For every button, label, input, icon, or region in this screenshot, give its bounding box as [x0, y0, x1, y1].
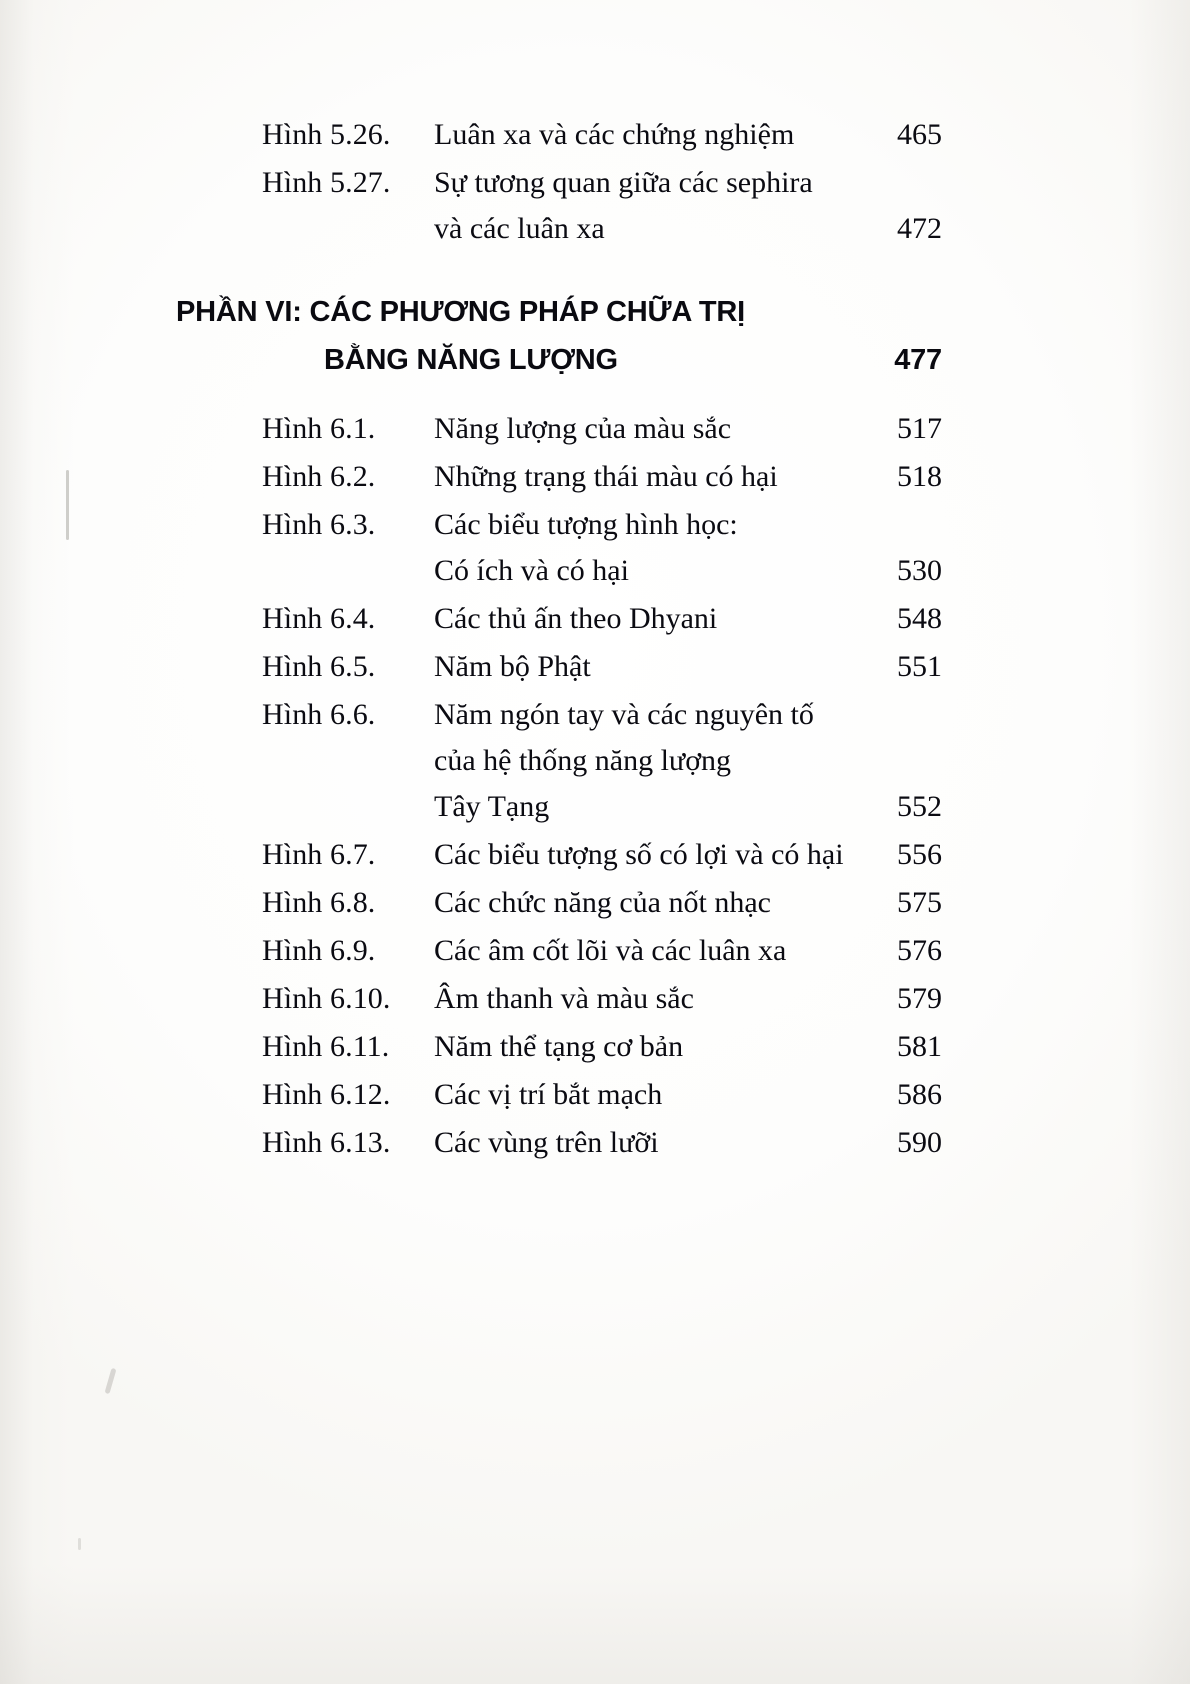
figure-entry	[262, 1120, 942, 1166]
figure-title	[434, 1024, 850, 1070]
figure-label: Hình 6.3.	[262, 508, 376, 541]
figure-title	[434, 880, 850, 926]
figure-title-line: và các luân xa	[434, 212, 605, 245]
figure-entry	[262, 1024, 942, 1070]
part-heading-text: BẰNG NĂNG LƯỢNG	[324, 344, 618, 376]
figure-label: Hình 6.7.	[262, 838, 376, 871]
list-of-figures	[176, 112, 942, 1168]
part-heading-page-number: 477	[894, 344, 942, 376]
figure-page-number: 517	[897, 412, 942, 445]
figure-entry	[262, 880, 942, 926]
figure-page-number: 586	[897, 1078, 942, 1111]
figure-entry	[262, 454, 942, 500]
figure-entry	[262, 644, 942, 690]
figure-title	[434, 928, 850, 974]
part-heading-line	[176, 288, 942, 336]
figure-label: Hình 6.2.	[262, 460, 376, 493]
figure-entry	[262, 112, 942, 158]
figure-title-line: Các chức năng của nốt nhạc	[434, 886, 771, 919]
figure-title-line: Các âm cốt lõi và các luân xa	[434, 934, 787, 967]
figure-label: Hình 6.8.	[262, 886, 376, 919]
figure-title-line: Các vị trí bắt mạch	[434, 1078, 663, 1111]
figure-page-number: 581	[897, 1030, 942, 1063]
figure-page-number: 576	[897, 934, 942, 967]
figure-label: Hình 6.12.	[262, 1078, 391, 1111]
part-heading-text: PHẦN VI: CÁC PHƯƠNG PHÁP CHỮA TRỊ	[176, 296, 745, 328]
figure-label: Hình 5.27.	[262, 166, 391, 199]
figure-title	[434, 1120, 850, 1166]
figure-title	[434, 976, 850, 1022]
figure-title-line: Sự tương quan giữa các sephira	[434, 166, 813, 199]
figure-entry	[262, 596, 942, 642]
figure-label: Hình 6.13.	[262, 1126, 391, 1159]
figure-title	[434, 692, 850, 830]
figure-title	[434, 1072, 850, 1118]
figure-label: Hình 6.5.	[262, 650, 376, 683]
figure-title-line: Năm bộ Phật	[434, 650, 591, 683]
figure-page-number: 552	[897, 790, 942, 823]
figure-entry	[262, 692, 942, 830]
figure-page-number: 465	[897, 118, 942, 151]
figure-entry	[262, 502, 942, 594]
scan-artifact	[66, 470, 69, 540]
figure-title-line: Có ích và có hại	[434, 554, 629, 587]
figure-title-line: Các biểu tượng số có lợi và có hại	[434, 838, 844, 871]
figure-title-line: Năm thể tạng cơ bản	[434, 1030, 684, 1063]
figure-label: Hình 6.1.	[262, 412, 376, 445]
figure-title	[434, 832, 850, 878]
part-heading-line	[176, 336, 942, 384]
figure-label: Hình 6.9.	[262, 934, 376, 967]
figure-title	[434, 502, 850, 594]
figure-label: Hình 6.6.	[262, 698, 376, 731]
figure-title-line: Âm thanh và màu sắc	[434, 982, 694, 1015]
figure-page-number: 548	[897, 602, 942, 635]
figure-title	[434, 644, 850, 690]
scan-shadow-bottom	[0, 1564, 1190, 1684]
figure-title	[434, 406, 850, 452]
figure-label: Hình 6.11.	[262, 1030, 390, 1063]
figure-title	[434, 160, 850, 252]
figure-title	[434, 454, 850, 500]
figure-title-line: Năng lượng của màu sắc	[434, 412, 732, 445]
scan-artifact	[78, 1538, 81, 1550]
figure-title-line: Tây Tạng	[434, 790, 550, 823]
scan-shadow-left	[0, 0, 74, 1684]
figure-page-number: 556	[897, 838, 942, 871]
scan-artifact	[105, 1368, 117, 1394]
figure-title	[434, 112, 850, 158]
figure-title-line: Các vùng trên lưỡi	[434, 1126, 659, 1159]
figure-title-line: Các thủ ấn theo Dhyani	[434, 602, 718, 635]
part-heading	[176, 288, 942, 384]
figure-label: Hình 5.26.	[262, 118, 391, 151]
figure-label: Hình 6.10.	[262, 982, 391, 1015]
figure-entry	[262, 976, 942, 1022]
figure-entry	[262, 1072, 942, 1118]
figure-page-number: 590	[897, 1126, 942, 1159]
figure-entry	[262, 928, 942, 974]
figure-title	[434, 596, 850, 642]
figure-title-line: của hệ thống năng lượng	[434, 744, 732, 777]
figure-entry	[262, 832, 942, 878]
figure-page-number: 575	[897, 886, 942, 919]
figure-title-line: Các biểu tượng hình học:	[434, 508, 738, 541]
scan-shadow-right	[1130, 0, 1190, 1684]
figure-title-line: Luân xa và các chứng nghiệm	[434, 118, 795, 151]
figure-entry	[262, 406, 942, 452]
figure-label: Hình 6.4.	[262, 602, 376, 635]
figure-page-number: 530	[897, 554, 942, 587]
figure-page-number: 518	[897, 460, 942, 493]
figure-page-number: 551	[897, 650, 942, 683]
figure-title-line: Năm ngón tay và các nguyên tố	[434, 698, 814, 731]
figure-page-number: 472	[897, 212, 942, 245]
figure-page-number: 579	[897, 982, 942, 1015]
figure-entry	[262, 160, 942, 252]
figure-title-line: Những trạng thái màu có hại	[434, 460, 778, 493]
